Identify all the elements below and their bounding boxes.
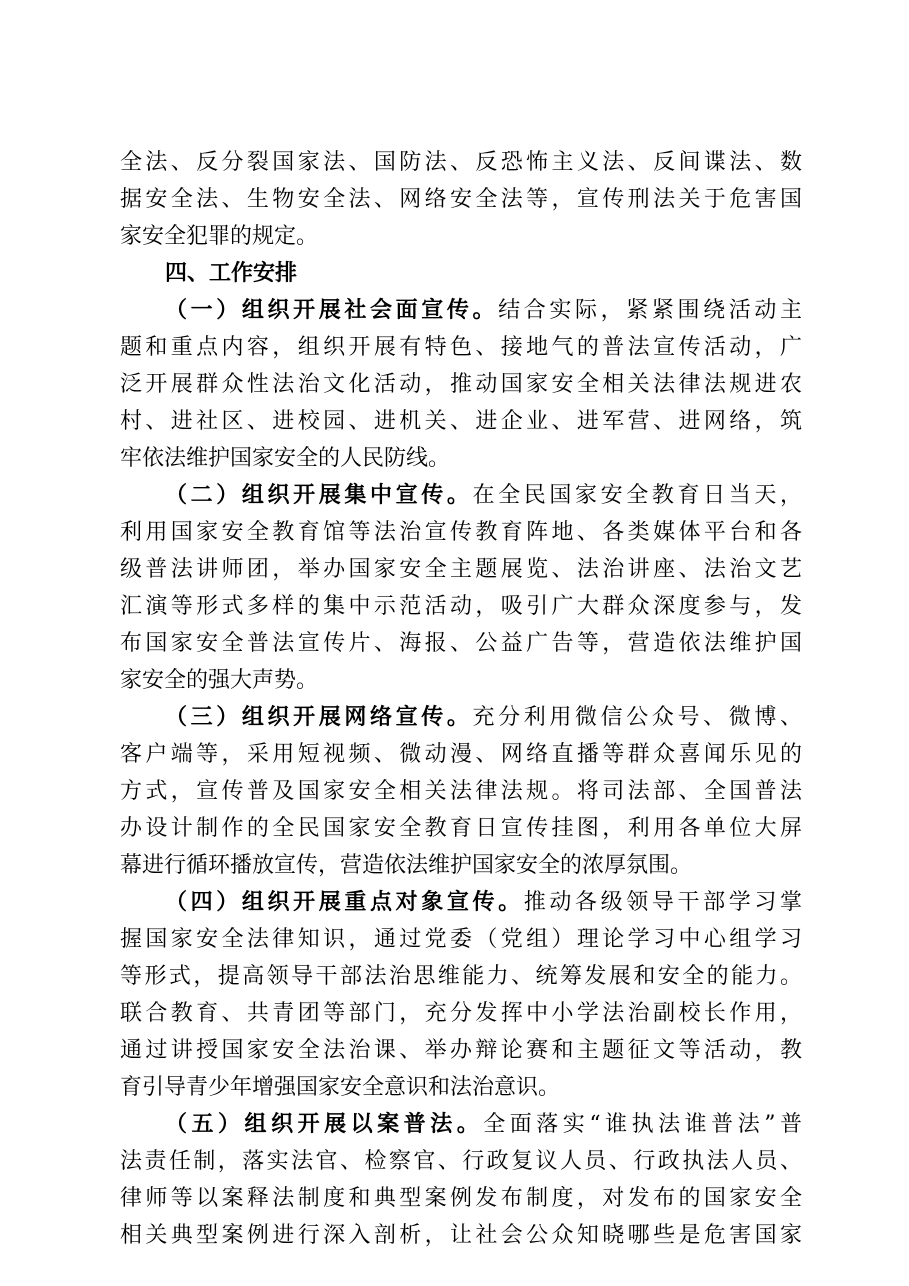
item-5-line: 律师等以案释法制度和典型案例发布制度，对发布的国家安全 bbox=[120, 1186, 802, 1211]
item-3-line: 客户端等，采用短视频、微动漫、网络直播等群众喜闻乐见的 bbox=[120, 742, 802, 767]
item-4-line: 联合教育、共青团等部门，充分发挥中小学法治副校长作用， bbox=[120, 1001, 802, 1026]
item-1-title: （一）组织开展社会面宣传。 bbox=[165, 298, 499, 323]
item-3-first-line bbox=[165, 703, 802, 733]
item-1-line: 题和重点内容，组织开展有特色、接地气的普法宣传活动，广 bbox=[120, 335, 802, 360]
item-4-line: 育引导青少年增强国家安全意识和法治意识。 bbox=[120, 1075, 561, 1100]
item-4-first-text: 推动各级领导干部学习掌 bbox=[523, 890, 802, 915]
item-2-first-text: 在全民国家安全教育日当天， bbox=[472, 483, 802, 508]
item-5-title: （五）组织开展以案普法。 bbox=[165, 1112, 484, 1137]
item-5-line: 相关典型案例进行深入剖析，让社会公众知晓哪些是危害国家 bbox=[120, 1223, 802, 1248]
item-2-line: 利用国家安全教育馆等法治宣传教育阵地、各类媒体平台和各 bbox=[120, 520, 802, 545]
item-3-line: 办设计制作的全民国家安全教育日宣传挂图，利用各单位大屏 bbox=[120, 816, 802, 841]
intro-line-1: 全法、反分裂国家法、国防法、反恐怖主义法、反间谍法、数 bbox=[120, 150, 802, 175]
item-3-line: 幕进行循环播放宣传，营造依法维护国家安全的浓厚氛围。 bbox=[120, 853, 693, 878]
intro-line-3: 家安全犯罪的规定。 bbox=[120, 224, 319, 249]
item-3-first-text: 充分利用微信公众号、微博、 bbox=[472, 705, 802, 730]
item-1-line: 泛开展群众性法治文化活动，推动国家安全相关法律法规进农 bbox=[120, 372, 802, 397]
item-2-line: 汇演等形式多样的集中示范活动，吸引广大群众深度参与，发 bbox=[120, 594, 802, 619]
item-4-line: 通过讲授国家安全法治课、举办辩论赛和主题征文等活动，教 bbox=[120, 1038, 802, 1063]
item-5-first-line bbox=[165, 1110, 802, 1140]
item-2-line: 家安全的强大声势。 bbox=[120, 668, 319, 693]
item-1-first-line bbox=[165, 296, 802, 326]
item-4-line: 握国家安全法律知识，通过党委（党组）理论学习中心组学习 bbox=[120, 927, 802, 952]
item-3-line: 方式，宣传普及国家安全相关法律法规。将司法部、全国普法 bbox=[120, 779, 802, 804]
item-2-first-line bbox=[165, 481, 802, 511]
item-2-line: 级普法讲师团，举办国家安全主题展览、法治讲座、法治文艺 bbox=[120, 557, 802, 582]
item-2-title: （二）组织开展集中宣传。 bbox=[165, 483, 473, 508]
item-4-line: 等形式，提高领导干部法治思维能力、统筹发展和安全的能力。 bbox=[120, 964, 802, 989]
section-heading: 四、工作安排 bbox=[165, 261, 298, 286]
item-3-title: （三）组织开展网络宣传。 bbox=[165, 705, 473, 730]
item-5-line: 法责任制，落实法官、检察官、行政复议人员、行政执法人员、 bbox=[120, 1149, 802, 1174]
item-2-line: 布国家安全普法宣传片、海报、公益广告等，营造依法维护国 bbox=[120, 631, 802, 656]
item-1-line: 村、进社区、进校园、进机关、进企业、进军营、进网络，筑 bbox=[120, 409, 802, 434]
item-4-title: （四）组织开展重点对象宣传。 bbox=[165, 890, 524, 915]
item-1-first-text: 结合实际，紧紧围绕活动主 bbox=[498, 298, 802, 323]
intro-line-2: 据安全法、生物安全法、网络安全法等，宣传刑法关于危害国 bbox=[120, 187, 802, 212]
item-5-first-text: 全面落实“谁执法谁普法”普 bbox=[483, 1112, 802, 1137]
item-1-line: 牢依法维护国家安全的人民防线。 bbox=[120, 446, 451, 471]
item-4-first-line bbox=[165, 888, 802, 918]
